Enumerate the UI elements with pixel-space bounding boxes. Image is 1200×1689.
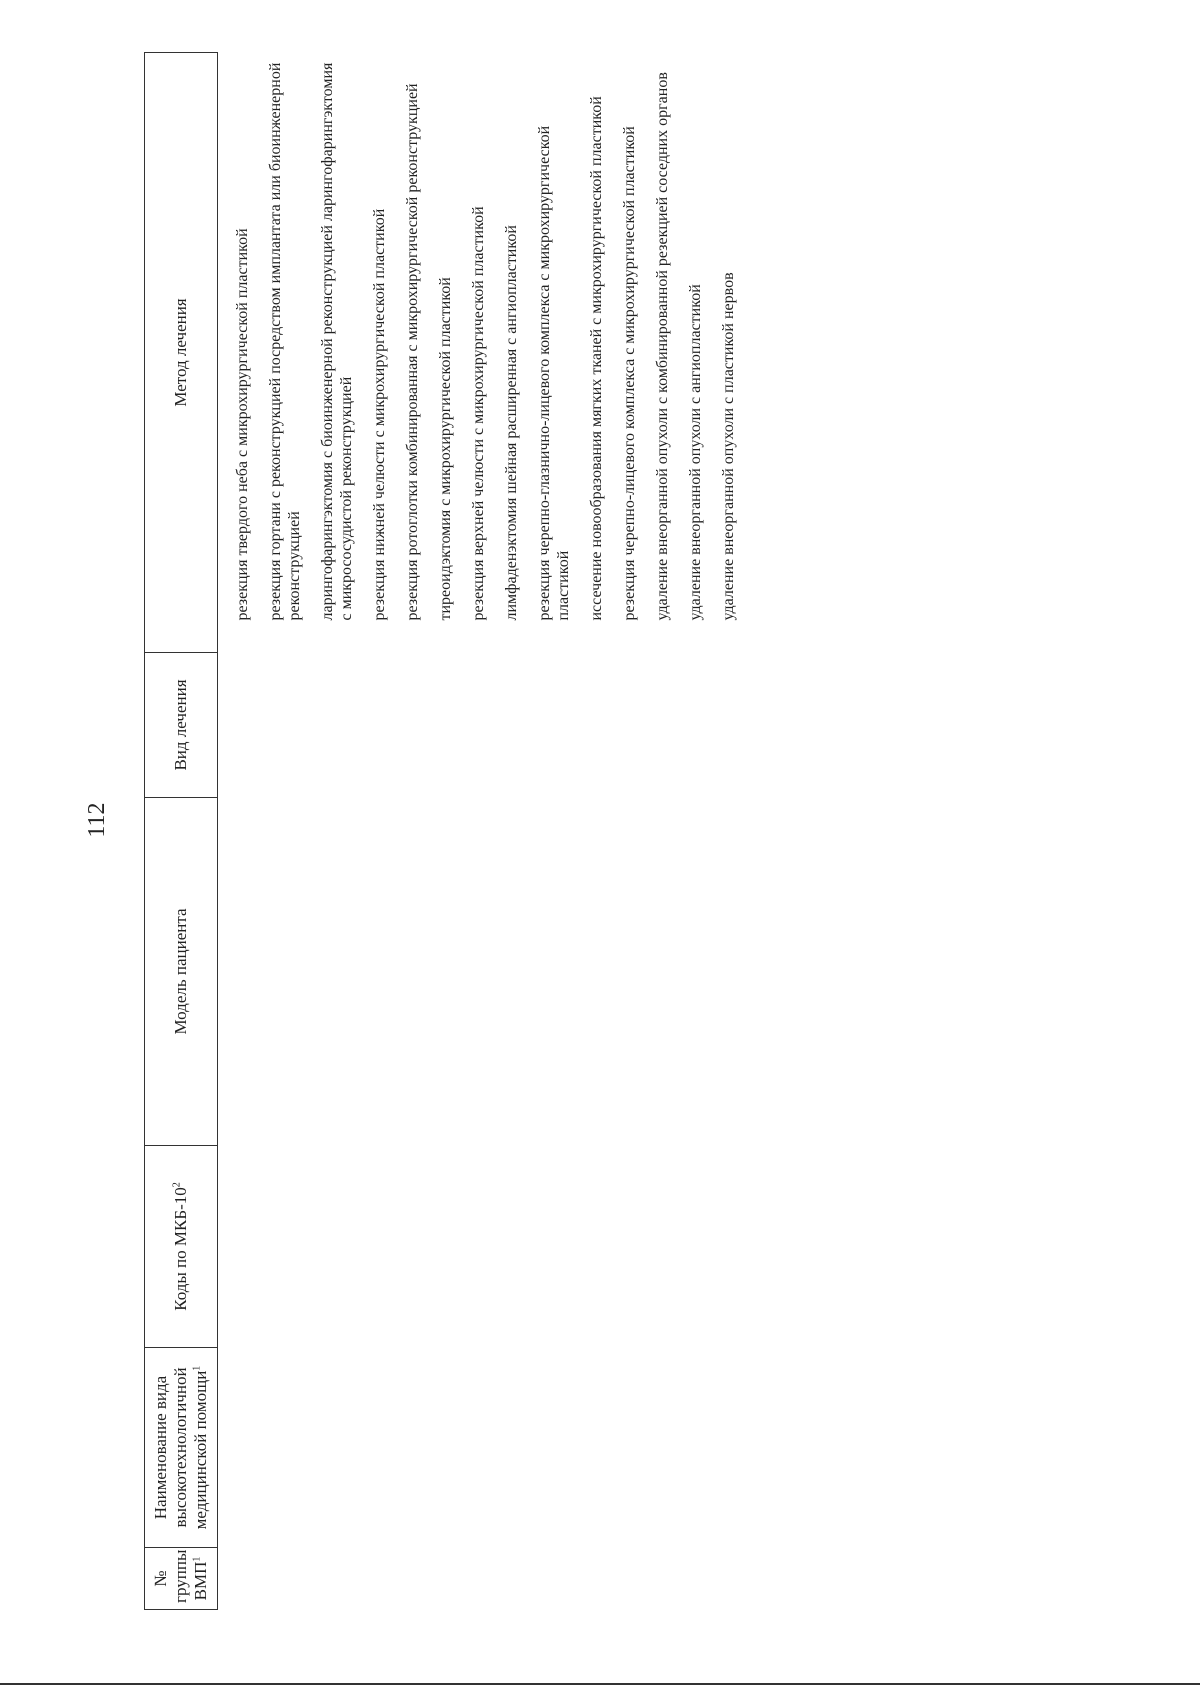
page-number: 112	[84, 802, 110, 838]
treatment-method-list	[218, 53, 738, 653]
list-item: резекция нижней челюсти с микрохирургической пластикой	[371, 208, 388, 621]
header-treatment-method: Метод лечения	[145, 53, 218, 653]
header-group-number: № группы ВМП$^1$	[145, 1548, 218, 1610]
list-item: лимфаденэктомия шейная расширенная с ангиопластикой	[503, 225, 520, 621]
table-row	[218, 53, 753, 1610]
list-item: удаление внеорганной опухоли с пластикой нервов	[720, 272, 737, 621]
cell-treatment-type	[218, 653, 753, 798]
cell-group-number	[218, 1548, 753, 1610]
header-patient-model: Модель пациента	[145, 798, 218, 1146]
footnote-mark: 2	[171, 1182, 183, 1188]
list-item: резекция черепно-лицевого комплекса с микрохирургической пластикой	[621, 126, 638, 621]
list-item: тиреоидэктомия с микрохирургической пластикой	[437, 277, 454, 621]
list-item: резекция гортани с реконструкцией посредством имплантата или биоинженерной реконструкцией	[267, 62, 303, 621]
list-item: иссечение новообразования мягких тканей с микрохирургической пластикой	[588, 96, 605, 621]
header-icd-codes: Коды по МКБ-$10^2$	[145, 1146, 218, 1348]
list-item: резекция верхней челюсти с микрохирургической пластикой	[470, 206, 487, 621]
list-item: удаление внеорганной опухоли с комбинированной резекцией соседних органов	[654, 72, 671, 621]
list-item: резекция твердого неба с микрохирургической пластикой	[234, 228, 251, 621]
cell-icd-codes	[218, 1146, 753, 1348]
rotated-page	[84, 30, 1200, 1610]
footnote-mark: 1	[191, 1556, 203, 1562]
table-header-row	[145, 53, 218, 1610]
list-item: удаление внеорганной опухоли с ангиопластикой	[687, 284, 704, 621]
treatment-methods-table	[144, 52, 752, 1610]
header-care-type-name: Наименование вида высокотехнологичной медицинской помощи$^1$	[145, 1348, 218, 1548]
cell-patient-model	[218, 798, 753, 1146]
list-item: резекция черепно-глазнично-лицевого комплекса с микрохирургической пластикой	[536, 125, 572, 621]
list-item: резекция ротоглотки комбинированная с микрохирургической реконструкцией	[404, 83, 421, 621]
cell-treatment-method	[218, 53, 753, 653]
header-treatment-type: Вид лечения	[145, 653, 218, 798]
page-edge-rule	[0, 1683, 1200, 1685]
footnote-mark: 1	[191, 1365, 203, 1371]
cell-care-type-name	[218, 1348, 753, 1548]
list-item: ларингофарингэктомия с биоинженерной реконструкцией ларингофарингэктомия с микрососудистой реконструкцией	[319, 62, 355, 621]
